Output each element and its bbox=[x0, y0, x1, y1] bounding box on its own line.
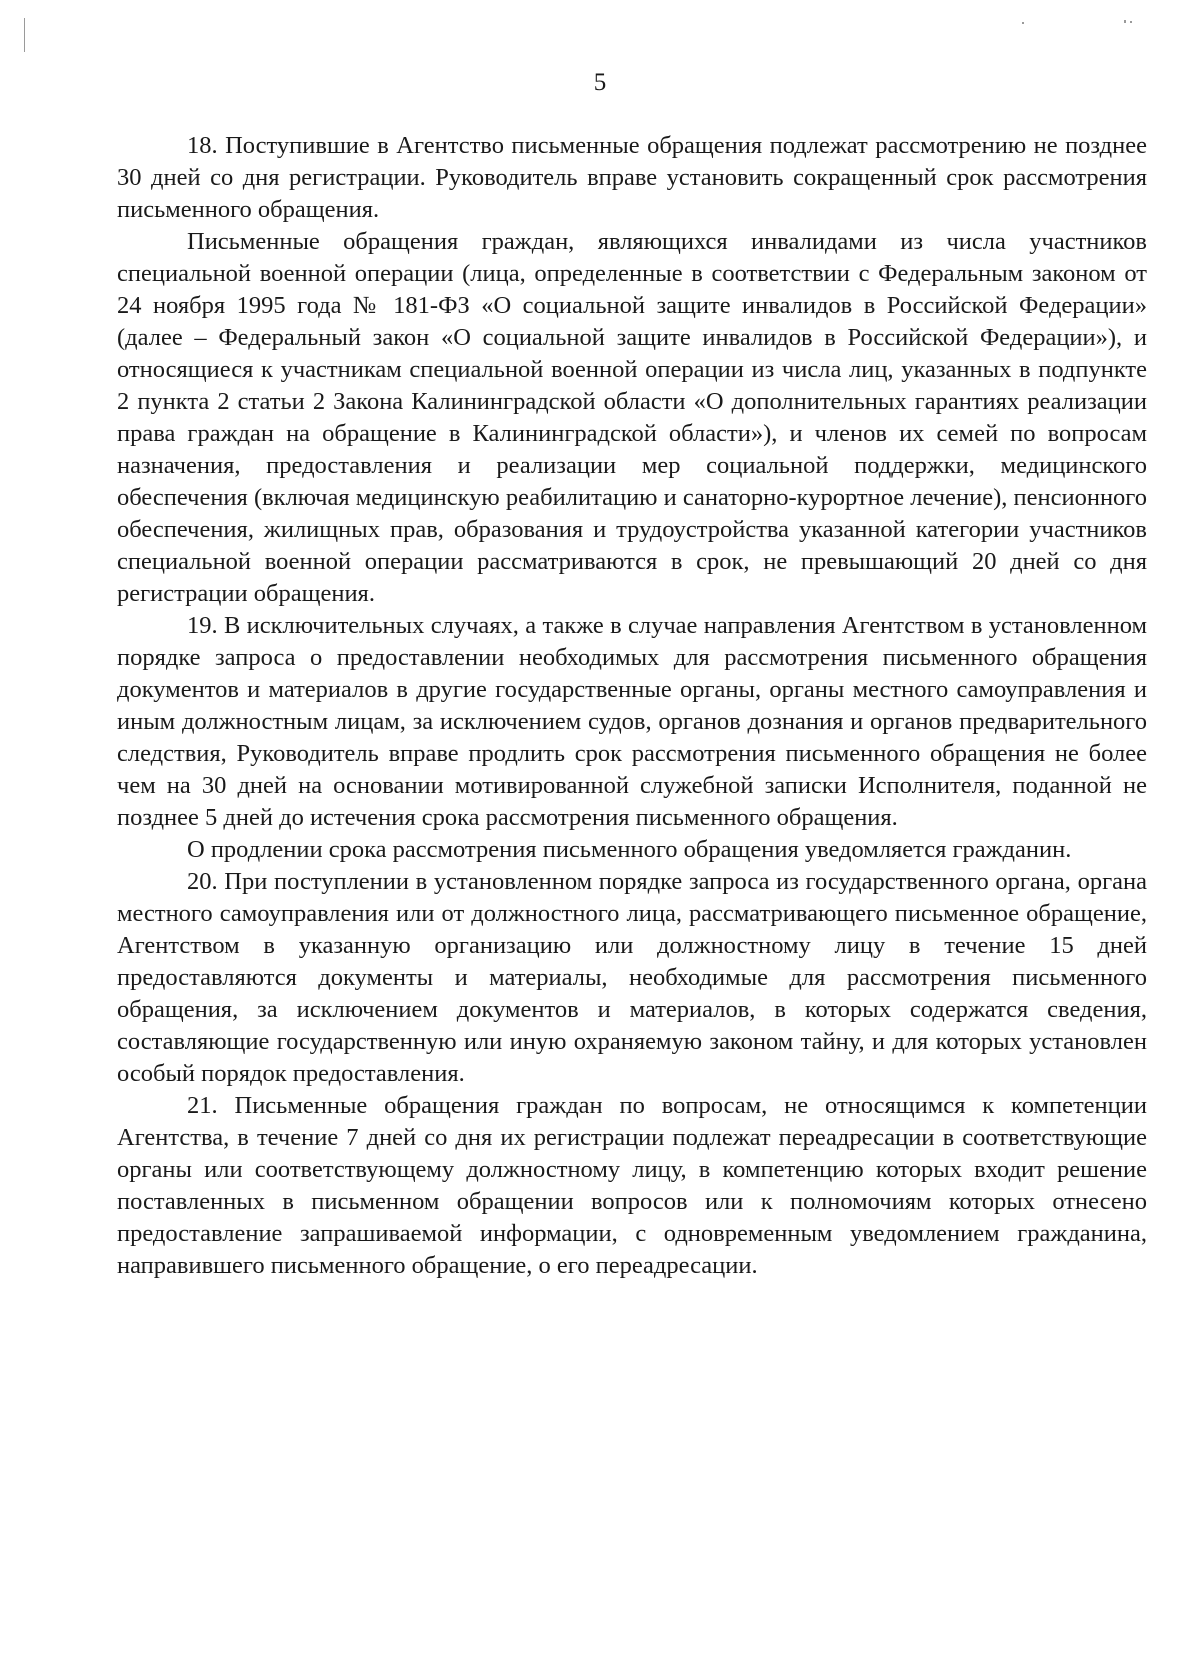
paragraph-20: 20. При поступлении в установленном порядке запроса из государственного органа, органа местного самоуправления или от должностного лица, рассматривающего письменное обращение, Агентством в указанную организацию или должностному лицу в течение 15 дней предоставляются документы и материалы, необходимые для рассмотрения письменного обращения, за исключением документов и материалов, в которых содержатся сведения, составляющие государственную или иную охраняемую законом тайну, и для которых установлен особый порядок предоставления. bbox=[117, 868, 1147, 1087]
scan-artifact-dot bbox=[1124, 20, 1126, 23]
scan-artifact-dot bbox=[1130, 21, 1132, 23]
scan-artifact-left bbox=[24, 18, 25, 52]
paragraph-extension-notice: О продлении срока рассмотрения письменного обращения уведомляется гражданин. bbox=[187, 836, 1072, 863]
paragraph-svo-appeals: Письменные обращения граждан, являющихся инвалидами из числа участников специальной военной операции (лица, определенные в соответствии с Федеральным законом от 24 ноября 1995 года № 181-ФЗ «О социальной защите инвалидов в Российской Федерации» (далее – Федеральный закон «О социальной защите инвалидов в Российской Федерации»), и относящиеся к участникам специальной военной операции из числа лиц, указанных в подпункте 2 пункта 2 статьи 2 Закона Калининградской области «О дополнительных гарантиях реализации права граждан на обращение в Калининградской области»), и членов их семей по вопросам назначения, предоставления и реализации мер социальной поддержки, медицинского обеспечения (включая медицинскую реабилитацию и санаторно-курортное лечение), пенсионного обеспечения, жилищных прав, образования и трудоустройства указанной категории участников специальной военной операции рассматриваются в срок, не превышающий 20 дней со дня регистрации обращения. bbox=[117, 228, 1147, 607]
scan-artifact-dot bbox=[1022, 22, 1024, 24]
page-number: 5 bbox=[593, 69, 607, 96]
paragraph-18: 18. Поступившие в Агентство письменные обращения подлежат рассмотрению не позднее 30 дней со дня регистрации. Руководитель вправе установить сокращенный срок рассмотрения письменного обращения. bbox=[117, 132, 1147, 223]
document-body bbox=[117, 130, 1147, 1282]
paragraph-19: 19. В исключительных случаях, а также в случае направления Агентством в установленном порядке запроса о предоставлении необходимых для рассмотрения письменного обращения документов и материалов в другие государственные органы, органы местного самоуправления и иным должностным лицам, за исключением судов, органов дознания и органов предварительного следствия, Руководитель вправе продлить срок рассмотрения письменного обращения не более чем на 30 дней на основании мотивированной служебной записки Исполнителя, поданной не позднее 5 дней до истечения срока рассмотрения письменного обращения. bbox=[117, 612, 1147, 831]
paragraph-21: 21. Письменные обращения граждан по вопросам, не относящимся к компетенции Агентства, в течение 7 дней со дня их регистрации подлежат переадресации в соответствующие органы или соответствующему должностному лицу, в компетенцию которых входит решение поставленных в письменном обращении вопросов или к полномочиям которых отнесено предоставление запрашиваемой информации, с одновременным уведомлением гражданина, направившего письменного обращение, о его переадресации. bbox=[117, 1092, 1147, 1279]
